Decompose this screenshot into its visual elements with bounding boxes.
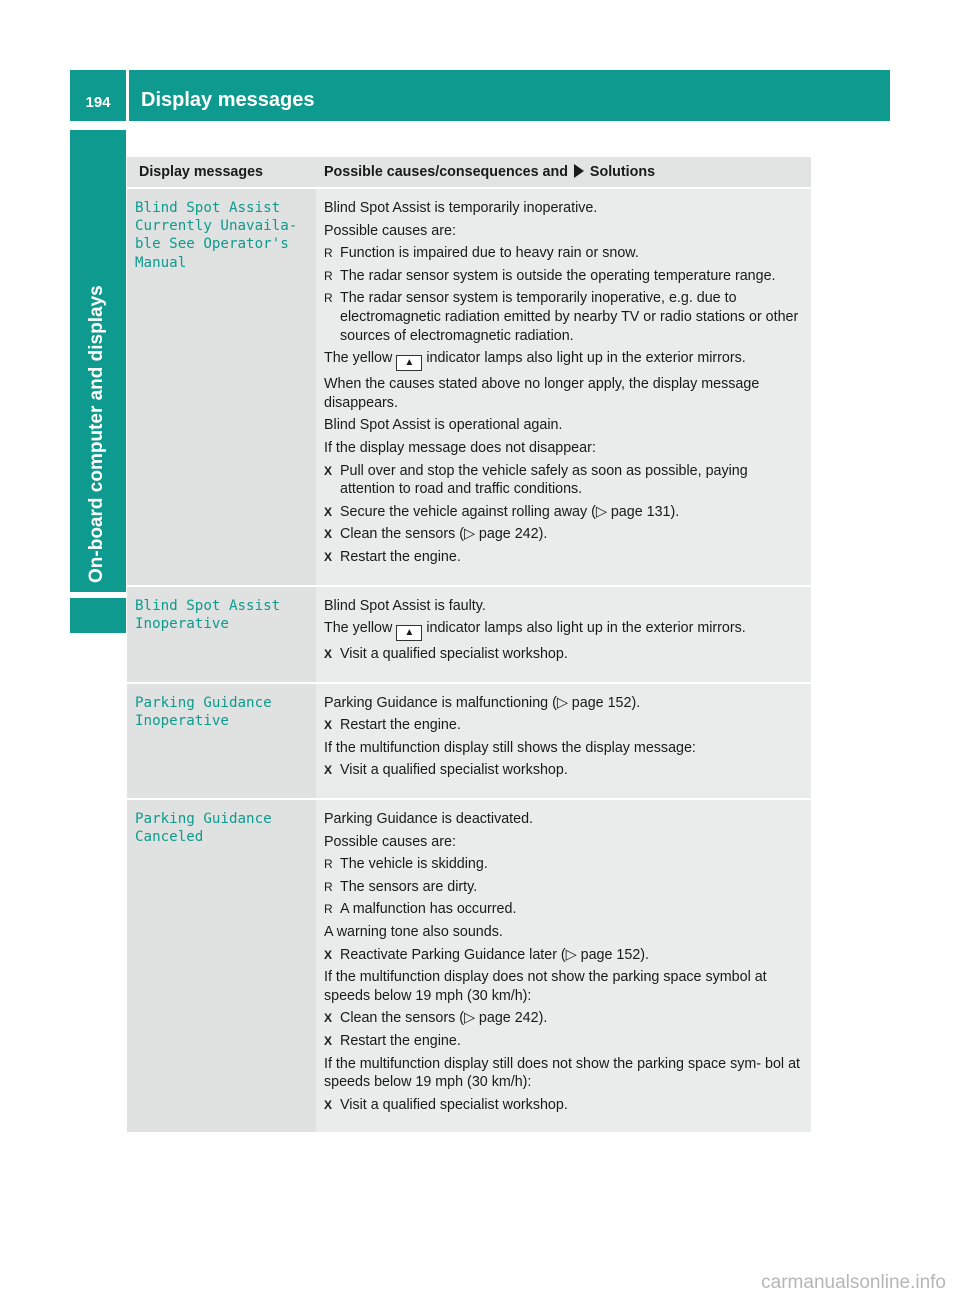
cause-bullet	[324, 289, 803, 345]
bullet-r-icon: R	[324, 902, 333, 917]
action-arrow-icon: X	[324, 1011, 333, 1026]
line-text: Reactivate Parking Guidance later (▷ page 152).	[340, 946, 650, 963]
display-message-text: Parking Guidance Canceled	[127, 800, 316, 1132]
cause-bullet	[324, 244, 803, 263]
action-step	[324, 462, 803, 499]
table-row	[127, 800, 811, 1132]
action-step	[324, 1009, 803, 1028]
solution-paragraph: Blind Spot Assist is operational again.	[324, 417, 563, 434]
chapter-side-tab-label: On-board computer and displays	[86, 285, 107, 583]
solution-cell	[316, 800, 811, 1132]
bullet-r-icon: R	[324, 879, 333, 894]
solution-cell	[316, 189, 811, 585]
solution-paragraph: Blind Spot Assist is faulty.	[324, 597, 486, 614]
line-text: Function is impaired due to heavy rain or snow.	[340, 245, 639, 262]
action-arrow-icon: X	[324, 763, 333, 778]
warning-triangle-icon: ▲	[396, 355, 422, 371]
action-step	[324, 761, 803, 780]
action-step	[324, 645, 803, 664]
action-arrow-icon: X	[324, 718, 333, 733]
solution-paragraph: If the multifunction display still does not show the parking space sym- bol at speeds below 19 mph (30 km/h):	[324, 1055, 801, 1091]
solution-paragraph: When the causes stated above no longer apply, the display message disappears.	[324, 376, 760, 411]
line-text: Restart the engine.	[340, 717, 461, 734]
display-message-text: Blind Spot Assist Inoperative	[127, 587, 316, 682]
line-text: indicator lamps also light up in the exterior mirrors.	[426, 350, 746, 367]
display-message-text: Parking Guidance Inoperative	[127, 684, 316, 798]
line-text: The yellow	[324, 620, 393, 637]
line-text: Restart the engine.	[340, 548, 461, 565]
action-step	[324, 503, 803, 522]
bullet-r-icon: R	[324, 268, 333, 283]
side-tab-marker	[70, 598, 126, 633]
line-text: Visit a qualified specialist workshop.	[340, 1096, 568, 1113]
action-arrow-icon: X	[324, 1097, 333, 1112]
action-arrow-icon	[574, 164, 584, 178]
table-row	[127, 684, 811, 798]
line-text: The radar sensor system is outside the operating temperature range.	[340, 267, 776, 284]
cause-bullet	[324, 878, 803, 897]
line-text: The vehicle is skidding.	[340, 856, 488, 873]
solution-paragraph: Blind Spot Assist is temporarily inoperative.	[324, 200, 598, 216]
warning-triangle-icon: ▲	[396, 625, 422, 641]
action-step	[324, 548, 803, 567]
solution-paragraph: A warning tone also sounds.	[324, 924, 503, 941]
solution-paragraph: Possible causes are:	[324, 833, 456, 850]
line-text: Visit a qualified specialist workshop.	[340, 646, 568, 663]
page-title: Display messages	[129, 70, 890, 121]
action-arrow-icon: X	[324, 947, 333, 962]
action-step	[324, 946, 803, 965]
table-row	[127, 587, 811, 682]
action-arrow-icon: X	[324, 504, 333, 519]
solution-cell	[316, 587, 811, 682]
action-arrow-icon: X	[324, 549, 333, 564]
page-number: 194	[70, 70, 126, 121]
action-arrow-icon: X	[324, 463, 333, 478]
line-text: Restart the engine.	[340, 1033, 461, 1049]
indicator-paragraph	[324, 619, 803, 641]
column-header-prefix: Possible causes/consequences and	[324, 163, 568, 180]
bullet-r-icon: R	[324, 857, 333, 872]
action-step	[324, 1032, 803, 1051]
solution-paragraph: If the multifunction display does not show the parking space symbol at speeds below 19 mph (30 km/h):	[324, 969, 767, 1004]
solution-paragraph: Parking Guidance is deactivated.	[324, 811, 534, 828]
cause-bullet	[324, 855, 803, 874]
watermark: carmanualsonline.info	[761, 1272, 946, 1293]
line-text: Visit a qualified specialist workshop.	[340, 762, 568, 779]
table-header-row	[127, 157, 811, 187]
action-step	[324, 1096, 803, 1115]
solution-paragraph: If the multifunction display still shows the display message:	[324, 739, 696, 756]
action-step	[324, 716, 803, 735]
line-text: Pull over and stop the vehicle safely as soon as possible, paying attention to road and traffic conditions.	[340, 462, 748, 498]
line-text: The radar sensor system is temporarily inoperative, e.g. due to electromagnetic radiation emitted by nearby TV or radio stations or other sources of electromagnetic radiation.	[340, 290, 799, 344]
line-text: Secure the vehicle against rolling away (▷ page 131).	[340, 503, 680, 520]
bullet-r-icon: R	[324, 246, 333, 261]
action-arrow-icon: X	[324, 527, 333, 542]
display-message-text: Blind Spot Assist Currently Unavaila‐ ble See Operator's Manual	[127, 189, 316, 585]
solution-paragraph: Possible causes are:	[324, 222, 456, 239]
action-step	[324, 525, 803, 544]
bullet-r-icon: R	[324, 291, 333, 306]
cause-bullet	[324, 900, 803, 919]
display-messages-table	[127, 155, 811, 1134]
line-text: Clean the sensors (▷ page 242).	[340, 526, 548, 543]
cause-bullet	[324, 267, 803, 286]
line-text: The sensors are dirty.	[340, 878, 478, 895]
column-header-display-messages: Display messages	[127, 157, 316, 187]
column-header-solutions	[316, 157, 811, 187]
action-arrow-icon: X	[324, 647, 333, 662]
table-row	[127, 189, 811, 585]
indicator-paragraph	[324, 349, 803, 371]
line-text: indicator lamps also light up in the exterior mirrors.	[426, 620, 746, 637]
line-text: Clean the sensors (▷ page 242).	[340, 1010, 548, 1027]
column-header-suffix: Solutions	[589, 163, 656, 180]
solution-cell	[316, 684, 811, 798]
solution-paragraph: If the display message does not disappear:	[324, 439, 596, 456]
action-arrow-icon: X	[324, 1034, 333, 1048]
line-text: The yellow	[324, 350, 393, 367]
solution-paragraph: Parking Guidance is malfunctioning (▷ page 152).	[324, 694, 641, 711]
line-text: A malfunction has occurred.	[340, 901, 517, 918]
